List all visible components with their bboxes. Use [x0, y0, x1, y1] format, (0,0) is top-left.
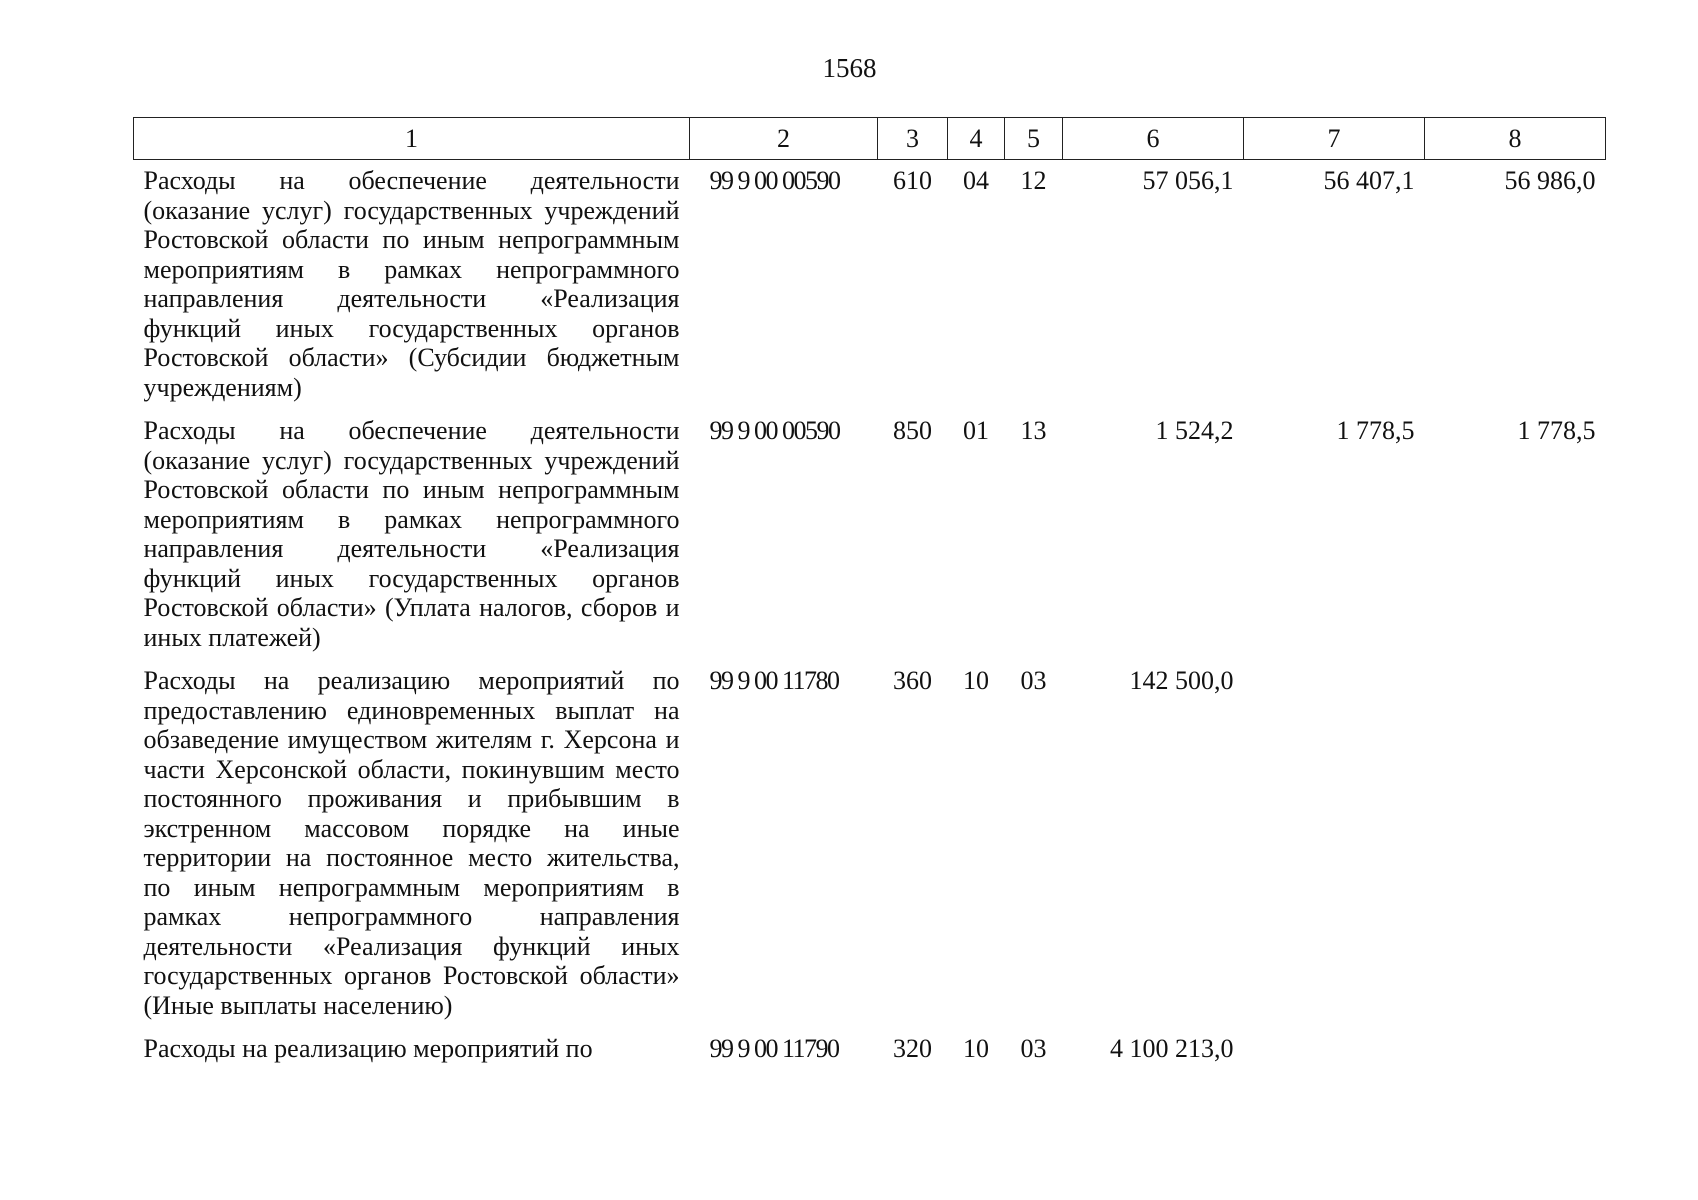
row-col4: 10	[963, 1034, 989, 1063]
page-number: 1568	[822, 53, 877, 83]
row-code: 99 9 00 11780	[709, 666, 839, 695]
row-col5: 12	[1020, 166, 1047, 195]
row-col6: 142 500,0	[1129, 666, 1234, 695]
row-col8: 56 986,0	[1504, 166, 1596, 195]
header-row	[134, 118, 1606, 160]
row-col3: 850	[893, 416, 932, 445]
column-header: 2	[690, 118, 878, 160]
row-col3: 610	[893, 166, 932, 195]
column-header: 4	[948, 118, 1005, 160]
row-description: Расходы на реализацию мероприятий по предоставлению единовременных выплат на обзаведение имуществом жителям г. Херсона и части Херсонской области, покинувшим место постоянного проживания и прибывшим в экстренном массовом порядке на иные территории на постоянное место жительства, по иным непрограммным мероприятиям в рамках непрограммного направления деятельности «Реализация функций иных государственных органов Ростовской области» (Иные выплаты населению)	[143, 666, 680, 1020]
table-row	[134, 160, 1606, 411]
row-col3: 360	[893, 666, 932, 695]
table-header	[134, 118, 1606, 160]
row-code: 99 9 00 00590	[709, 166, 840, 195]
row-col5: 03	[1020, 666, 1047, 695]
row-col6: 1 524,2	[1155, 416, 1234, 445]
column-header: 7	[1244, 118, 1425, 160]
row-col3: 320	[893, 1034, 932, 1063]
row-code: 99 9 00 00590	[709, 416, 840, 445]
table-body	[134, 160, 1606, 1072]
row-col7	[1244, 660, 1425, 1028]
row-col8	[1425, 1028, 1606, 1072]
row-col7: 1 778,5	[1336, 416, 1415, 445]
row-col4: 04	[963, 166, 989, 195]
column-header: 6	[1063, 118, 1244, 160]
row-description: Расходы на обеспечение деятельности (оказание услуг) государственных учреждений Ростовской области по иным непрограммным мероприятиям в рамках непрограммного направления деятельности «Реализация функций иных государственных органов Ростовской области» (Субсидии бюджетным учреждениям)	[143, 166, 680, 402]
row-col6: 57 056,1	[1142, 166, 1234, 195]
column-header: 1	[134, 118, 690, 160]
row-col5: 13	[1020, 416, 1047, 445]
column-header: 8	[1425, 118, 1606, 160]
row-col7: 56 407,1	[1323, 166, 1415, 195]
row-col7	[1244, 1028, 1425, 1072]
row-col5: 03	[1020, 1034, 1047, 1063]
row-col4: 10	[963, 666, 989, 695]
row-col4: 01	[963, 416, 989, 445]
column-header: 5	[1005, 118, 1063, 160]
table-row	[134, 410, 1606, 660]
row-code: 99 9 00 11790	[709, 1034, 839, 1063]
row-description: Расходы на реализацию мероприятий по	[143, 1034, 593, 1063]
row-description: Расходы на обеспечение деятельности (оказание услуг) государственных учреждений Ростовской области по иным непрограммным мероприятиям в рамках непрограммного направления деятельности «Реализация функций иных государственных органов Ростовской области» (Уплата налогов, сборов и иных платежей)	[143, 416, 680, 652]
table-row	[134, 1028, 1606, 1072]
table-row	[134, 660, 1606, 1028]
row-col6: 4 100 213,0	[1110, 1034, 1234, 1063]
row-col8: 1 778,5	[1517, 416, 1596, 445]
row-col8	[1425, 660, 1606, 1028]
column-header: 3	[878, 118, 948, 160]
budget-table	[133, 117, 1606, 1072]
